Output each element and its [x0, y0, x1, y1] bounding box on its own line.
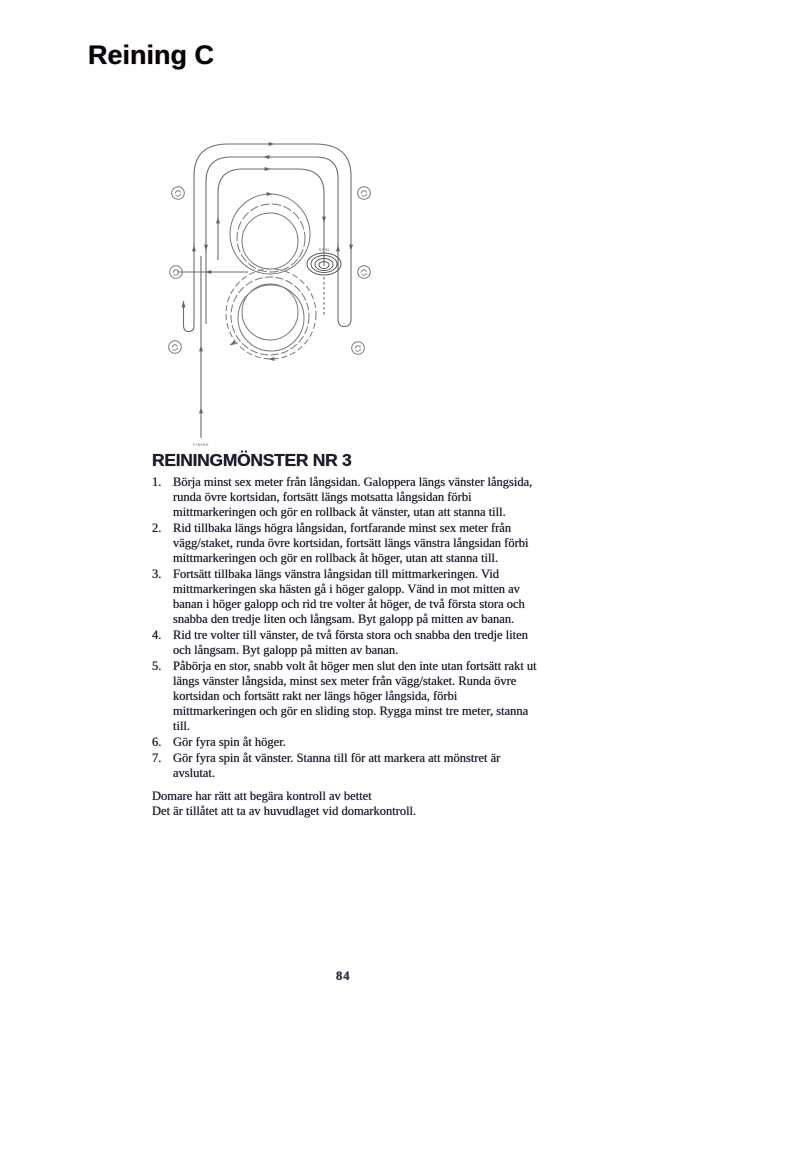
- pattern-step: [152, 659, 552, 734]
- step-text: Rid tillbaka längs högra långsidan, fortfarande minst sex meter från vägg/staket, runda övre kortsidan, fortsätt längs vänstra långsidan förbi mittmarkeringen och gör en rollback åt höger, utan att stanna till.: [173, 521, 529, 565]
- spin-label: SPIN: [318, 247, 330, 252]
- pattern-step: [152, 475, 552, 520]
- pattern-description: [152, 450, 552, 819]
- step-text: Fortsätt tillbaka längs vänstra långsidan till mittmarkeringen. Vid mittmarkeringen ska hästen gå i höger galopp. Vänd in mot mitten av banan i höger galopp och rid tre volter åt höger, de två första stora och snabba den tredje liten och långsam. Byt galopp på mitten av banan.: [173, 567, 525, 626]
- step-text: Rid tre volter till vänster, de två första stora och snabba den tredje liten och långsam. Byt galopp på mitten av banan.: [173, 628, 528, 657]
- step-text: Gör fyra spin åt vänster. Stanna till för att markera att mönstret är avslutat.: [173, 751, 501, 780]
- finish-label: FINISH: [193, 442, 209, 447]
- step-number: 4.: [152, 628, 162, 642]
- step-text: Påbörja en stor, snabb volt åt höger men slut den inte utan fortsätt rakt ut längs vänster långsida, minst sex meter från vägg/staket. Runda övre kortsidan och fortsätt rakt ner längs höger långsida, förbi mittmarkeringen och gör en sliding stop. Rygga minst tre meter, stanna till.: [173, 659, 537, 733]
- pattern-diagram-svg: [148, 98, 418, 453]
- direction-arrow-icons: [182, 142, 354, 413]
- step-number: 1.: [152, 475, 162, 489]
- pattern-step: [152, 521, 552, 566]
- reining-pattern-diagram: [148, 98, 418, 453]
- step-number: 2.: [152, 521, 162, 535]
- step-number: 7.: [152, 751, 162, 765]
- page-number: 84: [336, 969, 351, 983]
- page-title: Reining C: [88, 40, 214, 70]
- pattern-step: [152, 628, 552, 658]
- bridle-note: Det är tillåtet att ta av huvudlaget vid domarkontroll.: [152, 804, 417, 818]
- arena-marker-icons: [169, 187, 371, 355]
- judge-note: Domare har rätt att begära kontroll av bettet: [152, 789, 372, 803]
- rollback-hairpin: [184, 301, 195, 332]
- arena-track-outline: [184, 144, 352, 332]
- step-text: Börja minst sex meter från långsidan. Galoppera längs vänster långsida, runda övre kortsidan, fortsätt längs motsatta långsidan förbi mittmarkeringen och gör en rollback åt vänster, utan att stanna till.: [173, 475, 533, 519]
- step-number: 3.: [152, 567, 162, 581]
- pattern-step: [152, 735, 552, 750]
- pattern-heading: REININGMÖNSTER NR 3: [152, 450, 352, 470]
- step-number: 6.: [152, 735, 162, 749]
- top-circles: [230, 194, 310, 274]
- step-text: Gör fyra spin åt höger.: [173, 735, 286, 749]
- pattern-step: [152, 751, 552, 781]
- step-number: 5.: [152, 659, 162, 673]
- bottom-circles: [226, 269, 316, 359]
- pattern-step: [152, 567, 552, 627]
